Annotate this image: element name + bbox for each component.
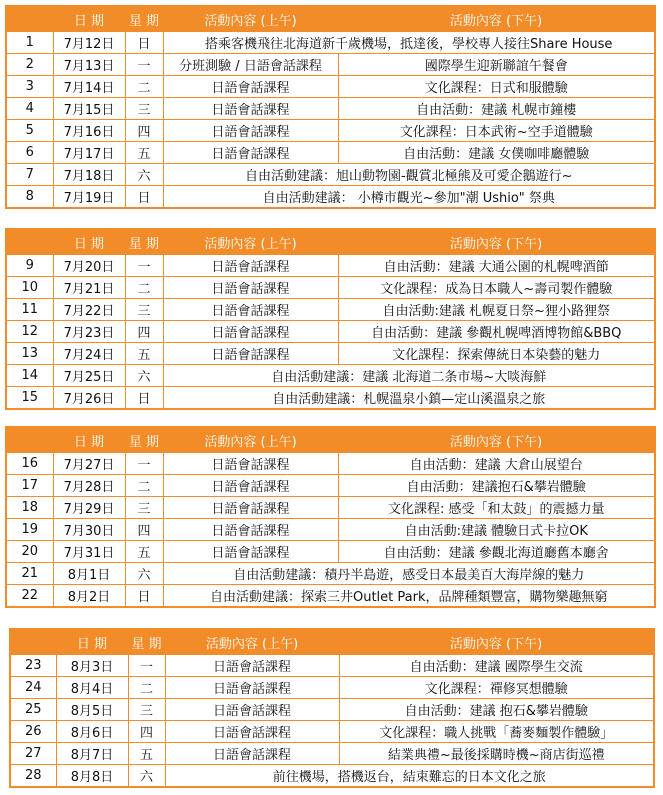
table-row: [10, 765, 654, 788]
weekday-cell: 六: [125, 365, 163, 387]
morning-activity-cell: 日語會話課程: [163, 76, 338, 98]
date-cell: 7月21日: [53, 277, 125, 299]
afternoon-activity-cell: 自由活動：建議 參觀札幌啤酒博物館&BBQ: [338, 321, 655, 343]
header-morning: 活動內容 (上午): [163, 6, 338, 32]
date-cell: 7月13日: [53, 54, 125, 76]
weekday-cell: 一: [125, 453, 163, 475]
full-day-activity-cell: 前往機場，搭機返台，結束難忘的日本文化之旅: [165, 765, 654, 788]
date-cell: 8月4日: [56, 677, 128, 699]
table-row: [6, 321, 655, 343]
table-body: [6, 229, 655, 409]
morning-activity-cell: 日語會話課程: [163, 343, 338, 365]
date-cell: 7月16日: [53, 120, 125, 142]
weekday-cell: 三: [125, 98, 163, 120]
morning-activity-cell: 分班測驗 / 日語會話課程: [163, 54, 338, 76]
header-afternoon: 活動內容 (下午): [338, 427, 655, 453]
table-row: [10, 721, 654, 743]
row-number: 4: [6, 98, 53, 120]
weekday-cell: 五: [125, 541, 163, 563]
morning-activity-cell: 日語會話課程: [165, 721, 339, 743]
weekday-cell: 五: [125, 142, 163, 164]
afternoon-activity-cell: 自由活動：建議 參觀北海道廳舊本廳舍: [338, 541, 655, 563]
weekday-cell: 日: [125, 387, 163, 410]
morning-activity-cell: 日語會話課程: [163, 541, 338, 563]
morning-activity-cell: 日語會話課程: [165, 655, 339, 677]
header-date: 日 期: [53, 427, 125, 453]
header-row: [6, 6, 655, 32]
afternoon-activity-cell: 文化課程：成為日本職人~壽司製作體驗: [338, 277, 655, 299]
weekday-cell: 五: [128, 743, 165, 765]
header-index: [6, 229, 53, 255]
header-afternoon: 活動內容 (下午): [338, 6, 655, 32]
table-row: [6, 497, 655, 519]
date-cell: 8月6日: [56, 721, 128, 743]
date-cell: 8月2日: [53, 585, 125, 608]
afternoon-activity-cell: 文化課程：日式和服體驗: [338, 76, 655, 98]
table-row: [6, 277, 655, 299]
weekday-cell: 三: [125, 299, 163, 321]
afternoon-activity-cell: 自由活動：建議 女僕咖啡廳體驗: [338, 142, 655, 164]
row-number: 6: [6, 142, 53, 164]
header-date: 日 期: [56, 629, 128, 655]
weekday-cell: 三: [128, 699, 165, 721]
row-number: 22: [6, 585, 53, 608]
weekday-cell: 二: [125, 76, 163, 98]
date-cell: 7月25日: [53, 365, 125, 387]
table-row: [6, 475, 655, 497]
row-number: 20: [6, 541, 53, 563]
table-body: [10, 629, 654, 787]
full-day-activity-cell: 自由活動建議：旭山動物園-觀賞北極熊及可愛企鵝遊行~: [163, 164, 655, 186]
morning-activity-cell: 日語會話課程: [163, 255, 338, 277]
row-number: 12: [6, 321, 53, 343]
date-cell: 7月26日: [53, 387, 125, 410]
weekday-cell: 日: [125, 186, 163, 209]
table-row: [6, 519, 655, 541]
header-row: [6, 229, 655, 255]
schedule-table-1: [5, 5, 656, 209]
table-row: [6, 120, 655, 142]
weekday-cell: 六: [128, 765, 165, 788]
row-number: 5: [6, 120, 53, 142]
table-row: [6, 563, 655, 585]
table-row: [6, 32, 655, 54]
weekday-cell: 一: [128, 655, 165, 677]
table-row: [6, 255, 655, 277]
afternoon-activity-cell: 自由活動:建議 札幌夏日祭~狸小路狸祭: [338, 299, 655, 321]
morning-activity-cell: 日語會話課程: [163, 277, 338, 299]
afternoon-activity-cell: 結業典禮~最後採購時機~商店街巡禮: [339, 743, 654, 765]
date-cell: 7月12日: [53, 32, 125, 54]
date-cell: 7月15日: [53, 98, 125, 120]
full-day-activity-cell: 搭乘客機飛往北海道新千歲機場，抵達後，學校專人接往Share House: [163, 32, 655, 54]
date-cell: 8月1日: [53, 563, 125, 585]
afternoon-activity-cell: 國際學生迎新聯誼午餐會: [338, 54, 655, 76]
header-morning: 活動內容 (上午): [165, 629, 339, 655]
afternoon-activity-cell: 自由活動：建議 國際學生交流: [339, 655, 654, 677]
morning-activity-cell: 日語會話課程: [163, 475, 338, 497]
header-date: 日 期: [53, 229, 125, 255]
weekday-cell: 一: [125, 255, 163, 277]
weekday-cell: 二: [125, 475, 163, 497]
weekday-cell: 二: [128, 677, 165, 699]
header-weekday: 星 期: [125, 6, 163, 32]
row-number: 7: [6, 164, 53, 186]
header-afternoon: 活動內容 (下午): [338, 229, 655, 255]
header-morning: 活動內容 (上午): [163, 229, 338, 255]
morning-activity-cell: 日語會話課程: [163, 98, 338, 120]
row-number: 13: [6, 343, 53, 365]
row-number: 15: [6, 387, 53, 410]
row-number: 27: [10, 743, 56, 765]
full-day-activity-cell: 自由活動建議：建議 北海道二条市場~大啖海鮮: [163, 365, 655, 387]
morning-activity-cell: 日語會話課程: [163, 299, 338, 321]
weekday-cell: 四: [128, 721, 165, 743]
morning-activity-cell: 日語會話課程: [163, 120, 338, 142]
date-cell: 7月23日: [53, 321, 125, 343]
date-cell: 7月29日: [53, 497, 125, 519]
afternoon-activity-cell: 自由活動：建議 抱石&攀岩體驗: [339, 699, 654, 721]
row-number: 11: [6, 299, 53, 321]
header-weekday: 星 期: [128, 629, 165, 655]
table-row: [6, 453, 655, 475]
header-weekday: 星 期: [125, 229, 163, 255]
date-cell: 7月18日: [53, 164, 125, 186]
row-number: 9: [6, 255, 53, 277]
header-row: [6, 427, 655, 453]
full-day-activity-cell: 自由活動建議：札幌溫泉小鎮—定山溪溫泉之旅: [163, 387, 655, 410]
row-number: 18: [6, 497, 53, 519]
afternoon-activity-cell: 文化課程: 感受「和太鼓」的震撼力量: [338, 497, 655, 519]
morning-activity-cell: 日語會話課程: [163, 497, 338, 519]
header-date: 日 期: [53, 6, 125, 32]
date-cell: 7月17日: [53, 142, 125, 164]
table-row: [6, 54, 655, 76]
date-cell: 7月14日: [53, 76, 125, 98]
morning-activity-cell: 日語會話課程: [165, 677, 339, 699]
header-index: [6, 427, 53, 453]
weekday-cell: 三: [125, 497, 163, 519]
weekday-cell: 二: [125, 277, 163, 299]
table-row: [6, 186, 655, 209]
schedule-table-4: [9, 628, 655, 788]
morning-activity-cell: 日語會話課程: [163, 519, 338, 541]
date-cell: 7月28日: [53, 475, 125, 497]
date-cell: 7月24日: [53, 343, 125, 365]
table-row: [6, 142, 655, 164]
table-row: [6, 387, 655, 410]
date-cell: 7月20日: [53, 255, 125, 277]
header-weekday: 星 期: [125, 427, 163, 453]
afternoon-activity-cell: 自由活動：建議抱石&攀岩體驗: [338, 475, 655, 497]
table-row: [6, 365, 655, 387]
table-row: [10, 677, 654, 699]
afternoon-activity-cell: 文化課程：探索傳統日本染藝的魅力: [338, 343, 655, 365]
row-number: 24: [10, 677, 56, 699]
full-day-activity-cell: 自由活動建議：探索三井Outlet Park，品牌種類豐富，購物樂趣無窮: [163, 585, 655, 608]
date-cell: 7月22日: [53, 299, 125, 321]
row-number: 19: [6, 519, 53, 541]
row-number: 26: [10, 721, 56, 743]
table-row: [6, 98, 655, 120]
row-number: 1: [6, 32, 53, 54]
table-row: [10, 743, 654, 765]
header-morning: 活動內容 (上午): [163, 427, 338, 453]
table-row: [6, 164, 655, 186]
row-number: 17: [6, 475, 53, 497]
full-day-activity-cell: 自由活動建議：積丹半島遊，感受日本最美百大海岸線的魅力: [163, 563, 655, 585]
table-body: [6, 6, 655, 208]
table-row: [10, 655, 654, 677]
morning-activity-cell: 日語會話課程: [165, 699, 339, 721]
morning-activity-cell: 日語會話課程: [163, 453, 338, 475]
morning-activity-cell: 日語會話課程: [165, 743, 339, 765]
schedule-table-2: [5, 228, 656, 410]
table-row: [6, 585, 655, 608]
row-number: 28: [10, 765, 56, 788]
afternoon-activity-cell: 文化課程：職人挑戰「蕎麥麵製作體驗」: [339, 721, 654, 743]
header-index: [10, 629, 56, 655]
row-number: 10: [6, 277, 53, 299]
full-day-activity-cell: 自由活動建議： 小樽市觀光~參加"潮 Ushio" 祭典: [163, 186, 655, 209]
date-cell: 8月5日: [56, 699, 128, 721]
morning-activity-cell: 日語會話課程: [163, 142, 338, 164]
table-row: [6, 299, 655, 321]
row-number: 23: [10, 655, 56, 677]
table-row: [10, 699, 654, 721]
weekday-cell: 六: [125, 164, 163, 186]
date-cell: 7月30日: [53, 519, 125, 541]
date-cell: 8月8日: [56, 765, 128, 788]
header-index: [6, 6, 53, 32]
header-row: [10, 629, 654, 655]
weekday-cell: 五: [125, 343, 163, 365]
morning-activity-cell: 日語會話課程: [163, 321, 338, 343]
weekday-cell: 四: [125, 519, 163, 541]
weekday-cell: 日: [125, 585, 163, 608]
row-number: 21: [6, 563, 53, 585]
weekday-cell: 一: [125, 54, 163, 76]
afternoon-activity-cell: 文化課程：日本武術~空手道體驗: [338, 120, 655, 142]
weekday-cell: 六: [125, 563, 163, 585]
row-number: 2: [6, 54, 53, 76]
afternoon-activity-cell: 自由活動:建議 體驗日式卡拉OK: [338, 519, 655, 541]
table-row: [6, 541, 655, 563]
afternoon-activity-cell: 自由活動：建議 大倉山展望台: [338, 453, 655, 475]
date-cell: 7月31日: [53, 541, 125, 563]
afternoon-activity-cell: 文化課程：禪修冥想體驗: [339, 677, 654, 699]
row-number: 3: [6, 76, 53, 98]
weekday-cell: 四: [125, 120, 163, 142]
header-afternoon: 活動內容 (下午): [339, 629, 654, 655]
afternoon-activity-cell: 自由活動：建議 大通公園的札幌啤酒節: [338, 255, 655, 277]
date-cell: 8月7日: [56, 743, 128, 765]
weekday-cell: 四: [125, 321, 163, 343]
row-number: 8: [6, 186, 53, 209]
table-body: [6, 427, 655, 607]
row-number: 16: [6, 453, 53, 475]
row-number: 25: [10, 699, 56, 721]
afternoon-activity-cell: 自由活動：建議 札幌市鐘樓: [338, 98, 655, 120]
date-cell: 8月3日: [56, 655, 128, 677]
schedule-table-3: [5, 426, 656, 608]
row-number: 14: [6, 365, 53, 387]
table-row: [6, 343, 655, 365]
weekday-cell: 日: [125, 32, 163, 54]
table-row: [6, 76, 655, 98]
date-cell: 7月19日: [53, 186, 125, 209]
date-cell: 7月27日: [53, 453, 125, 475]
